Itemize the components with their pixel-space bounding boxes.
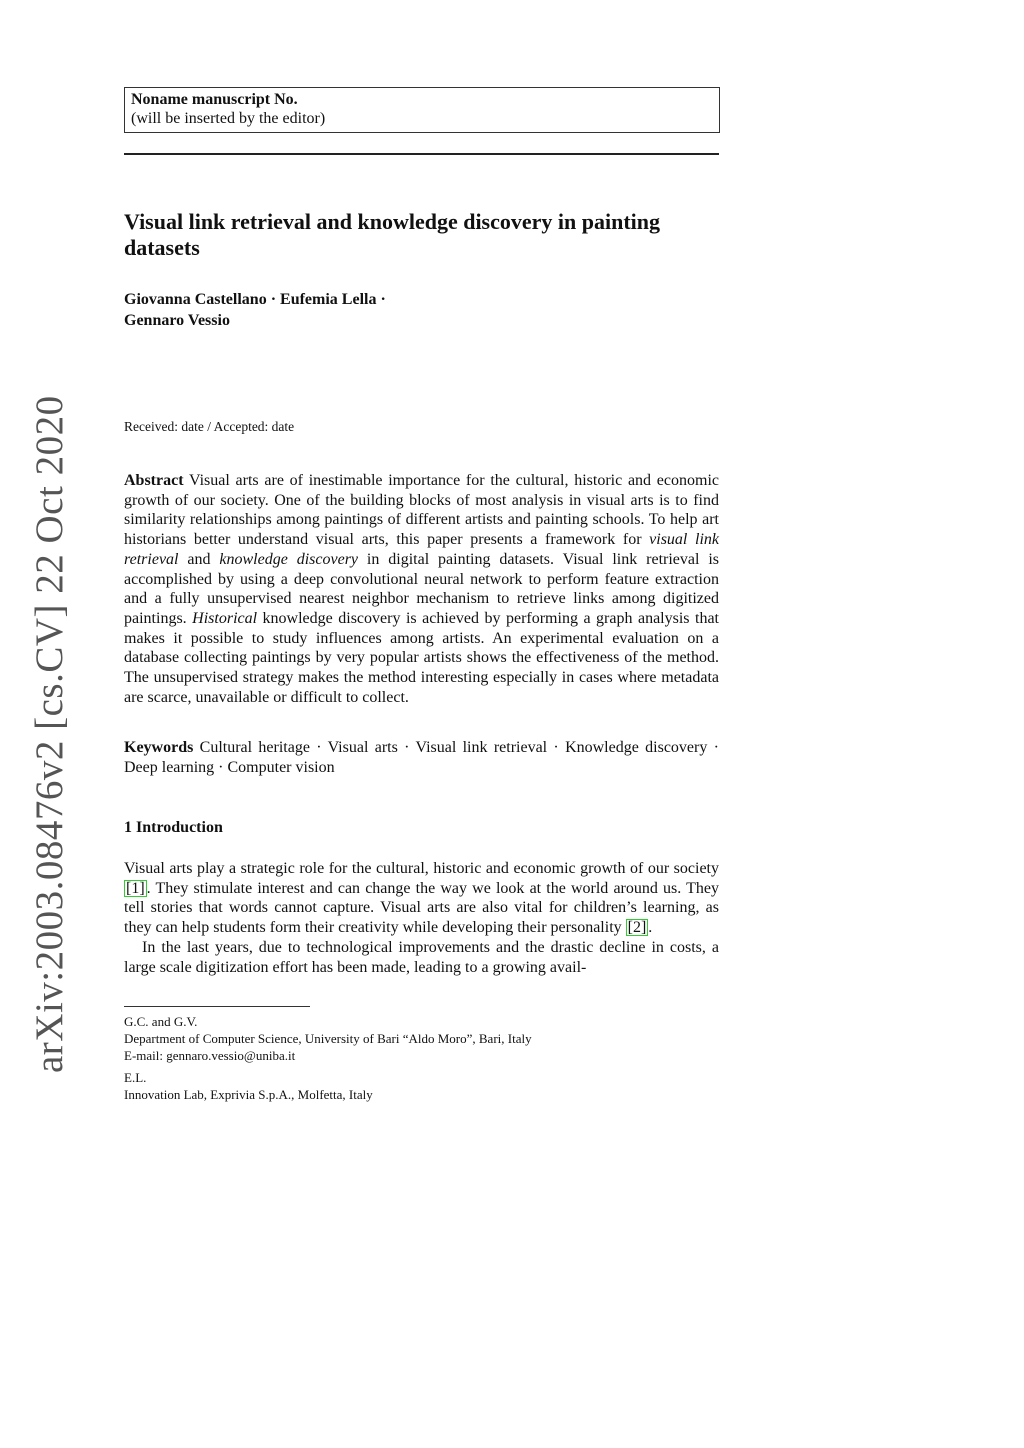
authors-line-1: Giovanna Castellano · Eufemia Lella ·: [124, 291, 386, 308]
abstract: [124, 471, 719, 707]
author-list: [124, 289, 724, 331]
received-date: Received: date / Accepted: date: [124, 419, 295, 434]
abstract-text-1: Visual arts are of inestimable importance for the cultural, historic and economic growth of our society. One of the building blocks of most analysis in visual arts is to find similarity relationships among paintings of different artists and painting schools. To help art historians better understand visual arts, this paper presents a framework for: [124, 472, 719, 549]
intro-paragraph-2: In the last years, due to technological improvements and the drastic decline in costs, a large scale digitization effort has been made, leading to a growing avail-: [124, 938, 719, 976]
citation-link-1[interactable]: [1]: [126, 879, 145, 897]
authors-line-2: Gennaro Vessio: [124, 312, 230, 329]
intro-text-1: Visual arts play a strategic role for the cultural, historic and economic growth of our society: [124, 860, 719, 877]
affiliation-2: [124, 1069, 724, 1103]
section-heading-introduction: 1 Introduction: [124, 819, 223, 836]
manuscript-box: [124, 87, 720, 133]
affiliation-1-email: E-mail: gennaro.vessio@uniba.it: [124, 1048, 296, 1063]
header-rule: [124, 153, 719, 155]
manuscript-number: Noname manuscript No.: [131, 91, 298, 108]
arxiv-identifier: arXiv:2003.08476v2 [cs.CV] 22 Oct 2020: [28, 395, 71, 1073]
abstract-emphasis-1: visual link retrieval: [124, 531, 719, 568]
abstract-emphasis-2: knowledge discovery: [219, 550, 359, 568]
abstract-text-2: and: [178, 550, 220, 568]
keywords: [124, 738, 719, 777]
abstract-text-3: in digital painting datasets. Visual link retrieval is accomplished by using a deep convolutional neural network to perform feature extraction and a fully unsupervised nearest neighbor mechanism to retrieve links among digitized paintings.: [124, 550, 719, 627]
abstract-emphasis-3: Historical: [192, 609, 258, 627]
affiliation-1-names: G.C. and G.V.: [124, 1014, 198, 1029]
abstract-label: Abstract: [124, 472, 184, 489]
paper-title: Visual link retrieval and knowledge discovery in painting datasets: [124, 209, 661, 260]
intro-text-2: . They stimulate interest and can change the way we look at the world around us. They tell stories that words cannot capture. Visual arts are also vital for children’s learning, as they can help students form their creativity while developing their personality: [124, 879, 719, 937]
editor-note: (will be inserted by the editor): [131, 110, 326, 127]
keywords-label: Keywords: [124, 739, 194, 756]
citation-link-2[interactable]: [2]: [627, 919, 647, 937]
affiliation-1: [124, 1013, 724, 1064]
intro-paragraph-1: [124, 859, 719, 938]
introduction-body: [124, 859, 719, 977]
affiliation-2-organization: Innovation Lab, Exprivia S.p.A., Molfetta, Italy: [124, 1087, 373, 1102]
affiliation-1-department: Department of Computer Science, University of Bari “Aldo Moro”, Bari, Italy: [124, 1031, 532, 1046]
affiliation-2-names: E.L.: [124, 1070, 147, 1085]
footnote-rule: [124, 1006, 310, 1007]
keywords-text: Cultural heritage · Visual arts · Visual link retrieval · Knowledge discovery · Deep learning · Computer vision: [124, 739, 719, 776]
abstract-text-4: knowledge discovery is achieved by performing a graph analysis that makes it possible to study influences among artists. An experimental evaluation on a database collecting paintings by very popular artists shows the effectiveness of the method. The unsupervised strategy makes the method interesting especially in cases where metadata are scarce, unavailable or difficult to collect.: [124, 609, 719, 706]
intro-text-3: .: [648, 919, 653, 937]
